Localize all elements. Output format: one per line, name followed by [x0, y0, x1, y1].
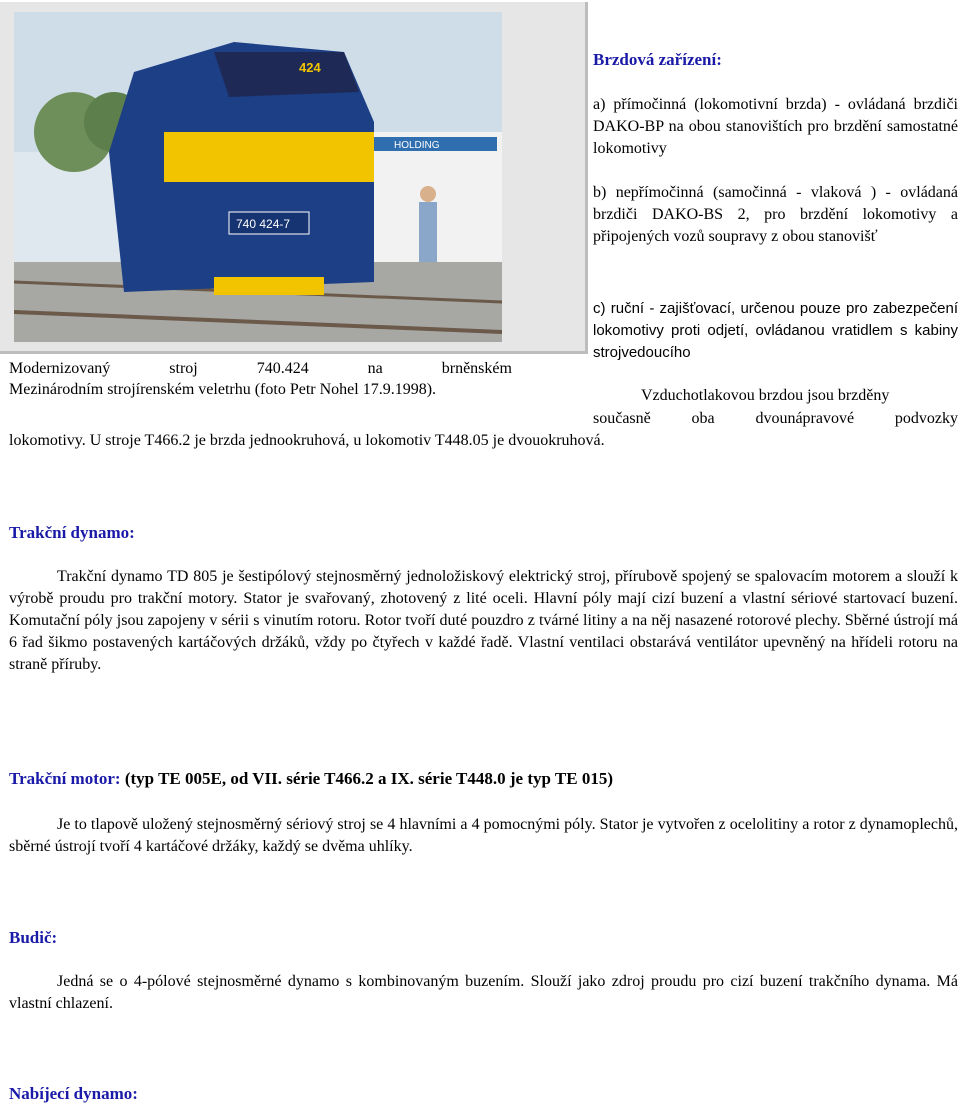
cab-number: 424: [299, 60, 321, 75]
caption-word: stroj: [169, 360, 198, 377]
charging-dynamo-heading: Nabíjecí dynamo:: [9, 1084, 138, 1103]
air-brake-line2: [593, 408, 958, 430]
exciter-text: Jedná se o 4-pólové stejnosměrné dynamo s kombinovaným buzením. Slouží jako zdroj proudu pro cizí buzení trakčního dynama. Má vlastní chlazení.: [9, 973, 958, 1012]
banner-text: HOLDING: [394, 140, 440, 151]
caption-word: brněnském: [441, 360, 512, 377]
air-brake-word: současně: [593, 410, 651, 427]
air-brake-word: dvounápravové: [755, 410, 855, 427]
brakes-heading: Brzdová zařízení:: [593, 50, 722, 69]
locomotive-photo: [14, 12, 502, 342]
brake-item-b: b) nepřímočinná (samočinná - vlaková ) - ovládaná brzdiči DAKO-BS 2, pro brzdění lokomotivy a připojených vozů soupravy z obou stanovišť: [593, 184, 958, 245]
locomotive-illustration: [14, 12, 502, 342]
person: [419, 202, 437, 262]
yellow-stripe: [164, 132, 374, 182]
person-head: [420, 186, 436, 202]
air-brake-line1: Vzduchotlakovou brzdou jsou brzděny: [641, 387, 890, 404]
dynamo-heading: Trakční dynamo:: [9, 523, 135, 542]
brake-item-c: c) ruční - zajišťovací, určenou pouze pro zabezpečení lokomotivy proti odjetí, ovládanou vratidlem s kabiny strojvedoucího: [593, 300, 958, 361]
buffer-beam: [214, 277, 324, 295]
air-brake-word: podvozky: [894, 410, 958, 427]
motor-text: Je to tlapově uložený stejnosměrný sériový stroj se 4 hlavními a 4 pomocnými póly. Stator je vytvořen z ocelolitiny a rotor z dynamoplechů, sběrné ústrojí tvoří 4 kartáčové držáky, každý se dvěma uhlíky.: [9, 816, 958, 855]
photo-caption-line2: Mezinárodním strojírenském veletrhu (foto Petr Nohel 17.9.1998).: [9, 381, 437, 398]
air-brake-line3: lokomotivy. U stroje T466.2 je brzda jednookruhová, u lokomotiv T448.05 je dvouokruhová.: [9, 432, 605, 449]
brake-item-a: a) přímočinná (lokomotivní brzda) - ovládaná brzdiči DAKO-BP na obou stanovištích pro brzdění samostatné lokomotivy: [593, 96, 958, 157]
caption-word: 740.424: [256, 360, 309, 377]
cab-windshield: [214, 52, 359, 97]
dynamo-text: Trakční dynamo TD 805 je šestipólový stejnosměrný jednoložiskový elektrický stroj, přírubově spojený se spalovacím motorem a slouží k výrobě proudu pro trakční motory. Stator je svařovaný, zhotovený z lité oceli. Hlavní póly mají cizí buzení a vlastní sériové startovací buzení. Komutační póly jsou zapojeny v sérii s vinutím rotoru. Rotor tvoří duté pouzdro z tvárné litiny a na něj nasazené rotorové plechy. Sběrné ústrojí má 6 řad šikmo postavených kartáčových držáků, vždy po čtyřech v každé řadě. Vlastní ventilaci obstarává ventilátor upevněný na hřídeli rotoru na straně příruby.: [9, 568, 958, 673]
number-plate: 740 424-7: [236, 217, 291, 231]
caption-word: na: [367, 360, 383, 377]
motor-subheading: (typ TE 005E, od VII. série T466.2 a IX. série T448.0 je typ TE 015): [120, 769, 613, 788]
air-brake-word: oba: [691, 410, 715, 427]
caption-word: Modernizovaný: [9, 360, 111, 377]
exciter-heading: Budič:: [9, 928, 58, 947]
motor-heading-line: [9, 769, 613, 789]
photo-caption-line1: [9, 358, 512, 379]
motor-heading: Trakční motor:: [9, 769, 121, 788]
